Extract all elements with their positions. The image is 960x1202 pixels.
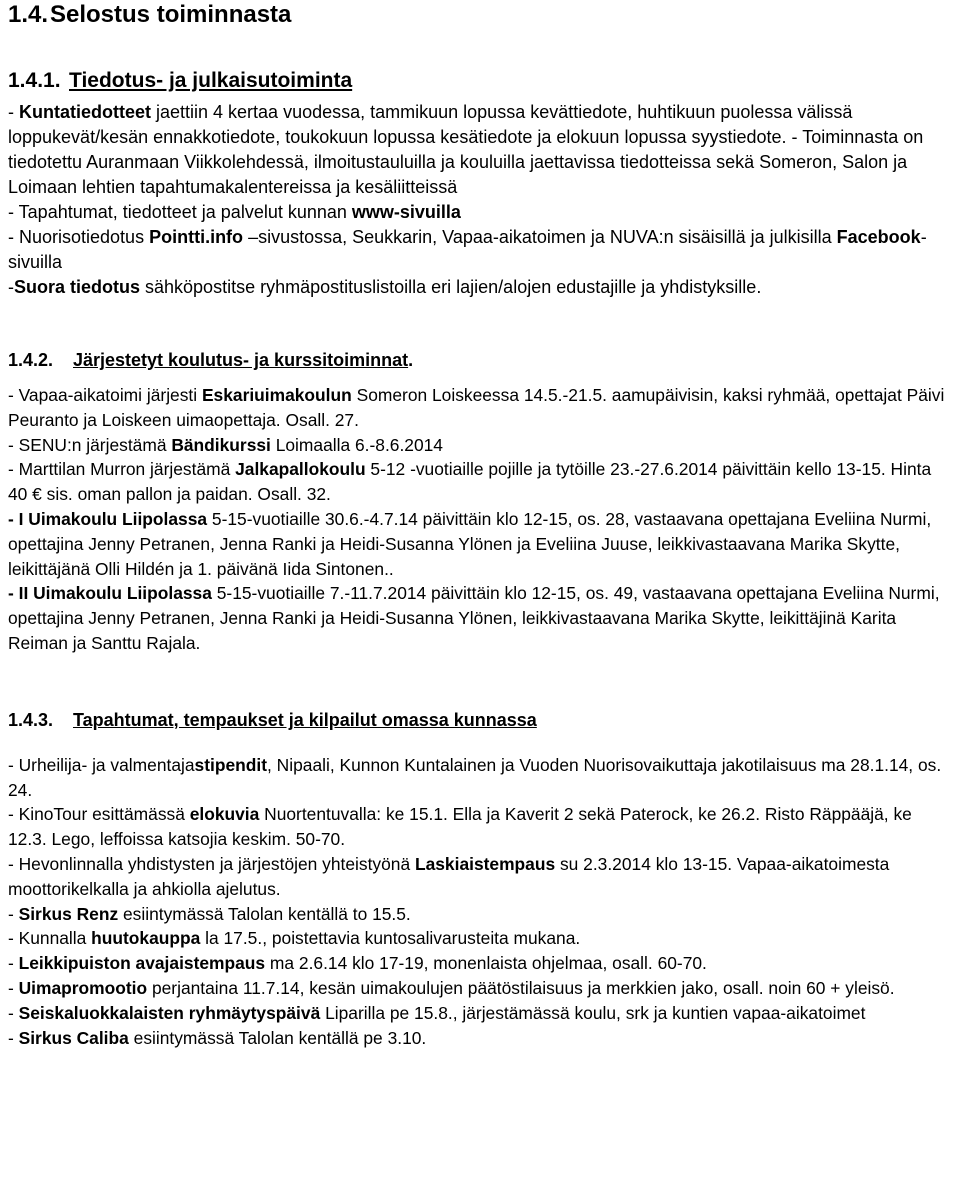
text: - (8, 903, 19, 924)
paragraph (8, 457, 953, 507)
text: - Urheilija- ja valmentaja (8, 754, 195, 775)
text: sähköpostitse ryhmäpostituslistoilla eri lajien/alojen edustajille ja yhdistyksille. (140, 277, 762, 297)
bold-text: huutokauppa (91, 928, 201, 949)
text: -sivuilla (8, 227, 927, 272)
text: 5-15-vuotiaille 7.-11.7.2014 päivittäin klo 12-15, os. 49, vastaavana opettajana Eveliina Nurmi, opettajina Jenny Petranen, Jenna Ranki ja Heidi-Susanna Ylönen, leikkivastaavana Marika Skytte, leikittäjinä Karita Reiman ja Santtu Rajala. (8, 583, 940, 653)
text: la 17.5., poistettavia kuntosalivarusteita mukana. (200, 928, 581, 949)
paragraph (8, 200, 953, 225)
bold-text: elokuvia (189, 804, 260, 825)
text: - (8, 1027, 19, 1048)
section-heading-1-4-1 (8, 68, 953, 94)
bold-text: Pointti.info (149, 227, 244, 247)
section-heading-1-4-3 (8, 708, 953, 733)
bold-text: Eskariuimakoulun (201, 385, 352, 405)
text: - KinoTour esittämässä (8, 804, 190, 825)
text: - Nuorisotiedotus (8, 227, 150, 247)
paragraph (8, 275, 953, 300)
text: - Toiminnasta on tiedotettu Auranmaan Viikkolehdessä, ilmoitustauluilla ja kouluilla jaettavissa tiedotteissa sekä Someron, Salon ja Loimaan lehtien tapahtumakalentereissa ja kesäliitteissä (8, 127, 924, 197)
section-body-1-4-3 (8, 753, 953, 1051)
section-title: Tiedotus- ja julkaisutoiminta (69, 69, 353, 92)
paragraph (8, 951, 953, 976)
section-number: 1.4.3. (8, 709, 54, 730)
text: 5-12 -vuotiaille pojille ja tytöille 23.-27.6.2014 päivittäin kello 13-15. Hinta 40 € sis. oman pallon ja paidan. Osall. 32. (8, 459, 932, 505)
paragraph (8, 1001, 953, 1026)
text: - Kunnalla (8, 928, 92, 949)
section-body-1-4-1 (8, 100, 953, 300)
bold-text: - II Uimakoulu Liipolassa (8, 583, 212, 604)
bold-text: Laskiaistempaus (414, 853, 556, 874)
text: - (8, 977, 19, 998)
paragraph (8, 225, 953, 275)
bold-text: Jalkapallokoulu (235, 459, 366, 480)
text: - (8, 102, 19, 122)
text: jaettiin 4 kertaa vuodessa, tammikuun lopussa kevättiedote, huhtikuun puolessa välissä loppukevät/kesän ennakkotiedote, toukokuun lopussa kesätiedote ja elokuun lopussa syystiedote. (8, 102, 853, 147)
text: Liparilla pe 15.8., järjestämässä koulu, srk ja kuntien vapaa-aikatoimet (320, 1002, 866, 1023)
bold-text: Uimapromootio (18, 977, 148, 998)
text: - Tapahtumat, tiedotteet ja palvelut kunnan (8, 202, 352, 222)
text: - Hevonlinnalla yhdistysten ja järjestöjen yhteistyönä (8, 853, 415, 874)
paragraph (8, 802, 953, 852)
text: - (8, 1002, 19, 1023)
bold-text: Seiskaluokkalaisten ryhmäytyspäivä (18, 1002, 321, 1023)
section-number: 1.4.1. (8, 69, 61, 92)
bold-text: - I Uimakoulu Liipolassa (8, 508, 208, 529)
paragraph (8, 507, 953, 581)
bold-text: Sirkus Caliba (18, 1027, 129, 1048)
paragraph (8, 433, 953, 458)
text: su 2.3.2014 klo 13-15. Vapaa-aikatoimesta moottorikelkalla ja ahkiolla ajelutus. (8, 853, 890, 899)
text: , Nipaali, Kunnon Kuntalainen ja Vuoden Nuorisovaikuttaja jakotilaisuus ma 28.1.14, os. 24. (8, 754, 942, 800)
paragraph (8, 976, 953, 1001)
paragraph (8, 100, 953, 200)
paragraph (8, 383, 953, 433)
text: - (8, 953, 19, 974)
text: Someron Loiskeessa 14.5.-21.5. aamupäivisin, kaksi ryhmää, opettajat Päivi Peuranto ja Loiskeen uimaopettaja. Osall. 27. (8, 385, 945, 430)
text: - (8, 277, 14, 297)
text: Loimaalla 6.-8.6.2014 (270, 434, 443, 455)
text: esiintymässä Talolan kentällä to 15.5. (118, 903, 411, 924)
text: 5-15-vuotiaille 30.6.-4.7.14 päivittäin klo 12-15, os. 28, vastaavana opettajana Eveliina Nurmi, opettajina Jenny Petranen, Jenna Ranki ja Heidi-Susanna Ylönen ja Eveliina Juuse, leikkivastaavana Marika Skytte, leikittäjänä Olli Hildén ja 1. päivänä Iida Sintonen.. (8, 508, 932, 579)
paragraph (8, 1026, 953, 1051)
text: esiintymässä Talolan kentällä pe 3.10. (128, 1027, 427, 1048)
section-title: Järjestetyt koulutus- ja kurssitoiminnat (73, 350, 409, 370)
paragraph (8, 852, 953, 902)
bold-text: Sirkus Renz (18, 903, 119, 924)
section-heading-1-4-2 (8, 348, 953, 373)
section-number: 1.4. (8, 1, 49, 28)
bold-text: Kuntatiedotteet (19, 102, 151, 122)
text: perjantaina 11.7.14, kesän uimakoulujen päätöstilaisuus ja merkkien jako, osall. noin 60 + yleisö. (147, 977, 895, 998)
text: Nuortentuvalla: ke 15.1. Ella ja Kaverit 2 sekä Paterock, ke 26.2. Risto Räppääjä, ke 12.3. Lego, leffoissa katsojia keskim. 50-70. (8, 804, 912, 850)
bold-text: Suora tiedotus (14, 277, 141, 297)
bold-text: www-sivuilla (351, 202, 461, 222)
paragraph (8, 926, 953, 951)
bold-text: Bändikurssi (171, 434, 271, 455)
text: - Vapaa-aikatoimi järjesti (8, 385, 202, 405)
paragraph (8, 581, 953, 655)
section-heading-1-4 (8, 0, 953, 30)
section-number: 1.4.2. (8, 350, 54, 370)
bold-text: stipendit (194, 754, 268, 775)
paragraph (8, 753, 953, 803)
section-title: Tapahtumat, tempaukset ja kilpailut omassa kunnassa (73, 709, 537, 730)
document-page (8, 0, 953, 1050)
bold-text: Facebook (836, 227, 921, 247)
bold-text: Leikkipuiston avajaistempaus (18, 953, 266, 974)
text: –sivustossa, Seukkarin, Vapaa-aikatoimen ja NUVA:n sisäisillä ja julkisilla (243, 227, 837, 247)
section-body-1-4-2 (8, 383, 953, 656)
section-title-end: . (408, 350, 414, 370)
text: - SENU:n järjestämä (8, 434, 172, 455)
text: - Marttilan Murron järjestämä (8, 459, 236, 480)
text: ma 2.6.14 klo 17-19, monenlaista ohjelmaa, osall. 60-70. (265, 953, 707, 974)
paragraph (8, 902, 953, 927)
section-title: Selostus toiminnasta (50, 1, 292, 28)
